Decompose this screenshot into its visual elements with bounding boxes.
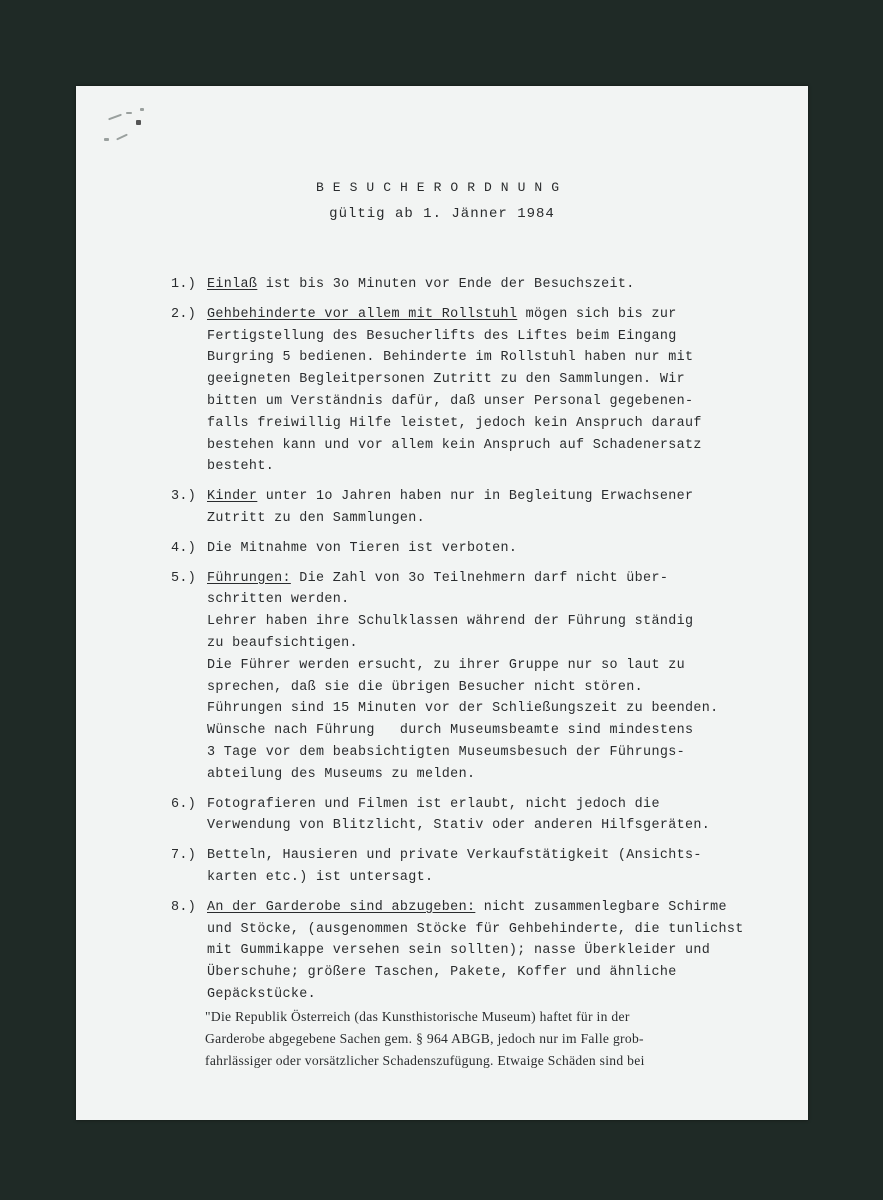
text-run: Gepäckstücke. xyxy=(207,986,317,1002)
rule-text xyxy=(207,304,781,478)
rule-number: 3.) xyxy=(171,489,197,505)
rule-item xyxy=(171,274,781,296)
rules-list xyxy=(171,274,781,1014)
rule-line xyxy=(207,304,781,326)
document-page xyxy=(76,86,808,1120)
rule-number: 2.) xyxy=(171,306,197,322)
rule-number: 5.) xyxy=(171,570,197,586)
rule-line xyxy=(207,568,781,590)
rule-line xyxy=(207,633,781,655)
text-run: zu beaufsichtigen. xyxy=(207,635,358,651)
rule-item xyxy=(171,845,781,889)
rule-line xyxy=(207,815,781,837)
rule-line xyxy=(207,764,781,786)
text-run: Die Führer werden ersucht, zu ihrer Gruppe nur so laut zu xyxy=(207,657,685,673)
rule-line xyxy=(207,589,781,611)
rule-line xyxy=(207,391,781,413)
rule-line xyxy=(207,962,781,984)
rule-text xyxy=(207,897,781,1006)
underlined-heading: Einlaß xyxy=(207,277,258,292)
rule-item xyxy=(171,794,781,838)
text-run: Die Mitnahme von Tieren ist verboten. xyxy=(207,540,518,556)
rule-line xyxy=(207,940,781,962)
rule-number: 6.) xyxy=(171,796,197,812)
rule-line xyxy=(207,435,781,457)
text-run: 3 Tage vor dem beabsichtigten Museumsbesuch der Führungs- xyxy=(207,744,685,760)
rule-line xyxy=(207,369,781,391)
rule-line xyxy=(207,538,781,560)
text-run: Überschuhe; größere Taschen, Pakete, Koffer und ähnliche xyxy=(207,965,677,981)
text-run: geeigneten Begleitpersonen Zutritt zu den Sammlungen. Wir xyxy=(207,372,685,388)
rule-line xyxy=(207,347,781,369)
rule-number: 7.) xyxy=(171,848,197,864)
text-run: bestehen kann und vor allem kein Anspruch auf Schadenersatz xyxy=(207,437,702,453)
rule-number: 1.) xyxy=(171,277,197,292)
quote-line: "Die Republik Österreich (das Kunsthistorische Museum) haftet für in der xyxy=(205,1009,630,1024)
underlined-heading: Gehbehinderte vor allem mit Rollstuhl xyxy=(207,306,518,322)
rule-line xyxy=(207,867,781,889)
rule-line xyxy=(207,486,781,508)
text-run: sprechen, daß sie die übrigen Besucher nicht stören. xyxy=(207,679,644,695)
rule-item xyxy=(171,568,781,786)
rule-number: 8.) xyxy=(171,899,197,915)
rule-line xyxy=(207,456,781,478)
document-subtitle: gültig ab 1. Jänner 1984 xyxy=(329,206,555,222)
rule-line xyxy=(207,984,781,1006)
text-run: und Stöcke, (ausgenommen Stöcke für Gehbehinderte, die tunlichst xyxy=(207,921,744,937)
text-run: Betteln, Hausieren und private Verkaufstätigkeit (Ansichts- xyxy=(207,848,702,864)
paper-damage-marks xyxy=(98,108,148,158)
text-run: abteilung des Museums zu melden. xyxy=(207,766,476,782)
text-run: mit Gummikappe versehen sein sollten); nasse Überkleider und xyxy=(207,943,711,959)
rule-line xyxy=(207,720,781,742)
rule-text xyxy=(207,538,781,560)
document-title: BESUCHERORDNUNG xyxy=(315,180,569,195)
rule-line xyxy=(207,508,781,530)
rule-text xyxy=(207,568,781,786)
rule-item xyxy=(171,304,781,478)
underlined-heading: Kinder xyxy=(207,489,258,505)
text-run: Fertigstellung des Besucherlifts des Liftes beim Eingang xyxy=(207,328,677,344)
rule-line xyxy=(207,413,781,435)
rule-item xyxy=(171,897,781,1006)
rule-line xyxy=(207,677,781,699)
rule-text xyxy=(207,274,781,296)
text-run: Die Zahl von 3o Teilnehmern darf nicht über- xyxy=(290,570,669,586)
rule-line xyxy=(207,794,781,816)
rule-text xyxy=(207,486,781,530)
text-run: Führungen sind 15 Minuten vor der Schließungszeit zu beenden. xyxy=(207,701,719,717)
rule-text xyxy=(207,794,781,838)
text-run: ist bis 3o Minuten vor Ende der Besuchszeit. xyxy=(257,277,635,292)
rule-line xyxy=(207,742,781,764)
quote-line: Garderobe abgegebene Sachen gem. § 964 ABGB, jedoch nur im Falle grob- xyxy=(205,1031,644,1046)
rule-line xyxy=(207,655,781,677)
rule-text xyxy=(207,845,781,889)
rule-line xyxy=(207,326,781,348)
text-run: nicht zusammenlegbare Schirme xyxy=(475,899,727,915)
text-run: besteht. xyxy=(207,459,275,475)
text-run: unter 1o Jahren haben nur in Begleitung Erwachsener xyxy=(257,489,694,505)
rule-item xyxy=(171,486,781,530)
rule-line xyxy=(207,274,781,296)
text-run: karten etc.) ist untersagt. xyxy=(207,869,434,885)
rule-line xyxy=(207,897,781,919)
text-run: bitten um Verständnis dafür, daß unser Personal gegebenen- xyxy=(207,393,694,409)
text-run: falls freiwillig Hilfe leistet, jedoch kein Anspruch darauf xyxy=(207,415,702,431)
text-run: Lehrer haben ihre Schulklassen während der Führung ständig xyxy=(207,614,694,630)
quote-line: fahrlässiger oder vorsätzlicher Schadenszufügung. Etwaige Schäden sind bei xyxy=(205,1053,645,1068)
rule-line xyxy=(207,845,781,867)
text-run: mögen sich bis zur xyxy=(517,306,677,322)
text-run: Wünsche nach Führung durch Museumsbeamte sind mindestens xyxy=(207,723,694,739)
text-run: Burgring 5 bedienen. Behinderte im Rollstuhl haben nur mit xyxy=(207,350,694,366)
text-run: schritten werden. xyxy=(207,592,350,608)
text-run: Zutritt zu den Sammlungen. xyxy=(207,510,426,526)
rule-item xyxy=(171,538,781,560)
liability-quote xyxy=(205,1006,765,1072)
text-run: Verwendung von Blitzlicht, Stativ oder anderen Hilfsgeräten. xyxy=(207,818,711,834)
rule-line xyxy=(207,698,781,720)
underlined-heading: An der Garderobe sind abzugeben: xyxy=(207,899,476,915)
rule-line xyxy=(207,919,781,941)
text-run: Fotografieren und Filmen ist erlaubt, nicht jedoch die xyxy=(207,796,660,812)
rule-line xyxy=(207,611,781,633)
underlined-heading: Führungen: xyxy=(207,570,291,586)
rule-number: 4.) xyxy=(171,540,197,556)
